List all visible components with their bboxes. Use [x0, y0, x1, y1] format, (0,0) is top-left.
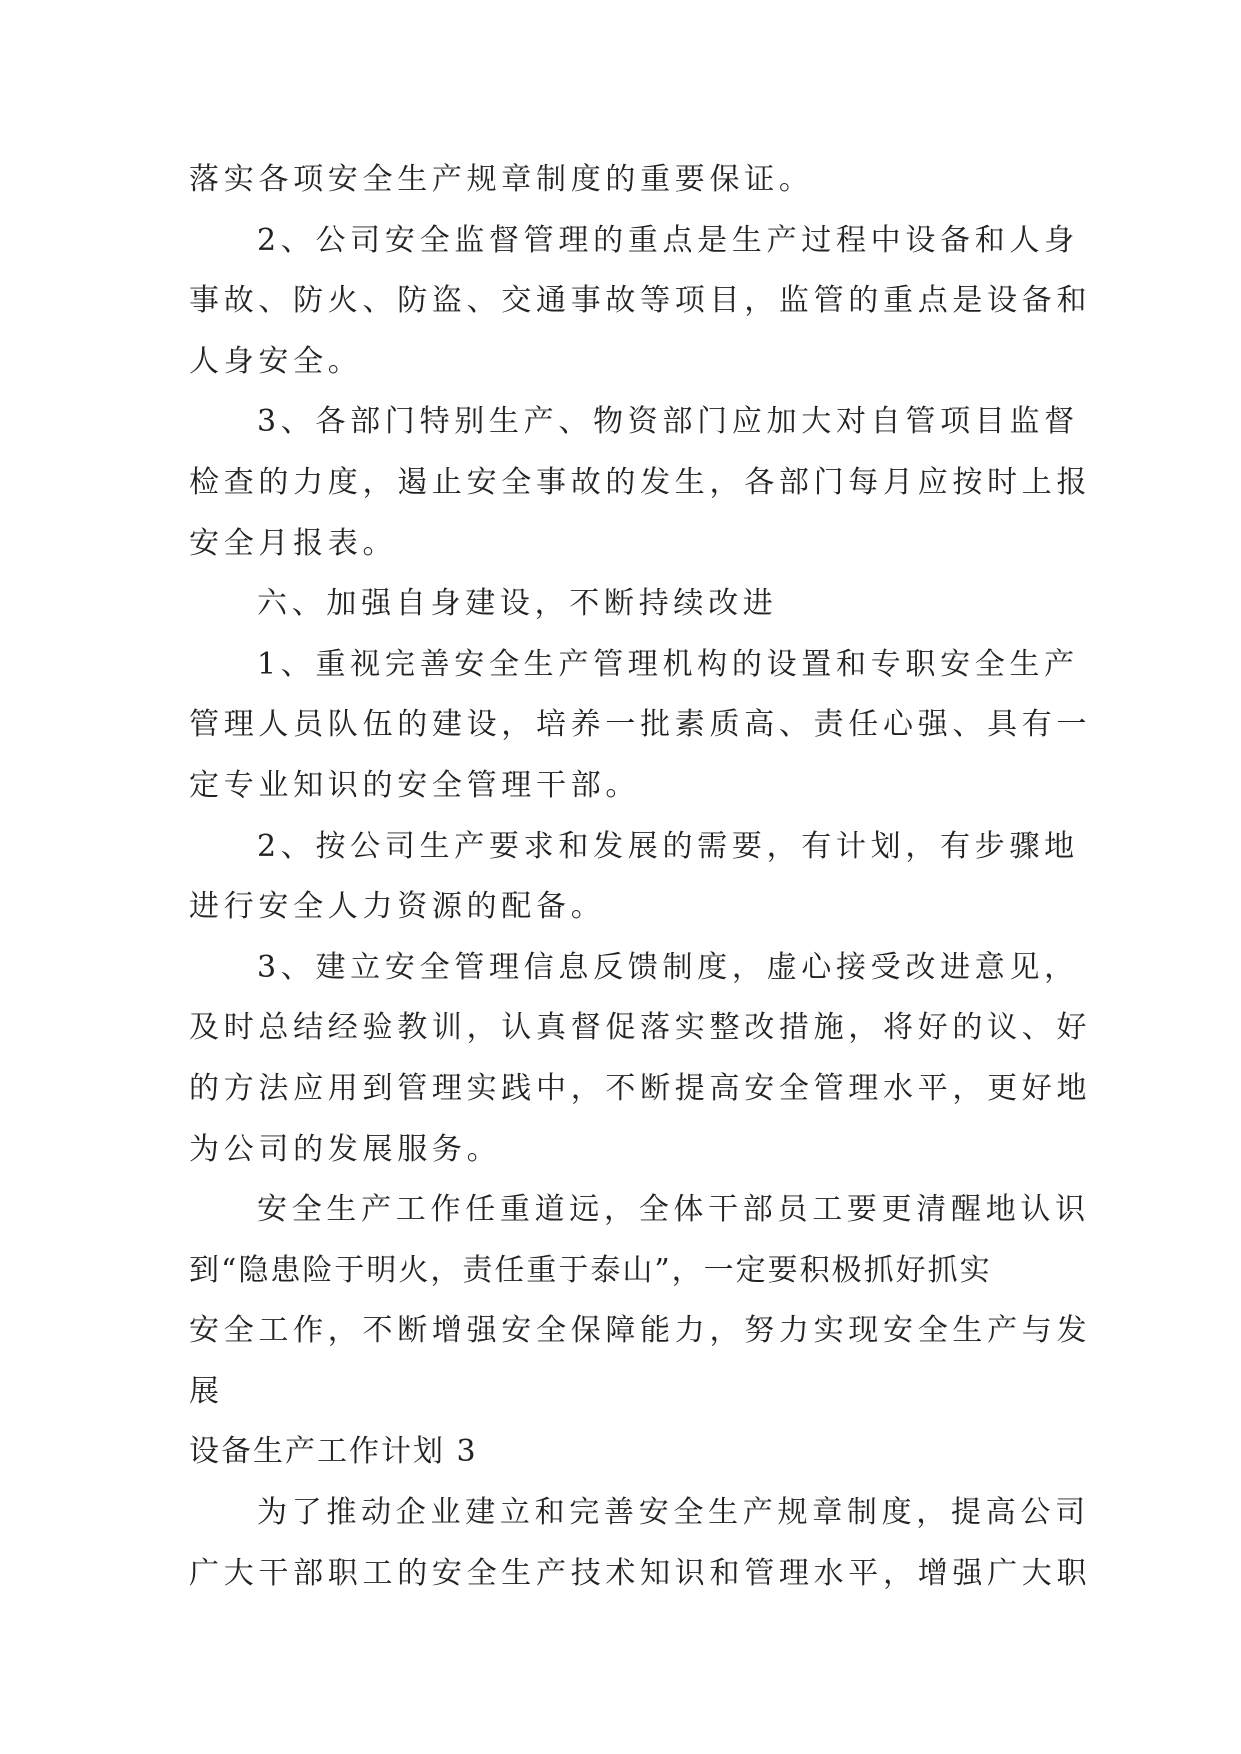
paragraph-start-line: 1、重视完善安全生产管理机构的设置和专职安全生产: [257, 646, 1079, 682]
section-heading: 六、加强自身建设，不断持续改进: [257, 586, 778, 622]
text-line: 的方法应用到管理实践中，不断提高安全管理水平，更好地: [189, 1070, 1092, 1106]
text-line: 事故、防火、防盗、交通事故等项目，监管的重点是设备和: [189, 283, 1092, 319]
document-title: 设备生产工作计划 3: [189, 1434, 478, 1470]
text-line: 检查的力度，遏止安全事故的发生，各部门每月应按时上报: [189, 464, 1092, 500]
text-line: 安全月报表。: [189, 525, 398, 561]
text-line: 广大干部职工的安全生产技术知识和管理水平，增强广大职: [189, 1555, 1092, 1591]
paragraph-start-line: 2、按公司生产要求和发展的需要，有计划，有步骤地: [257, 828, 1079, 864]
paragraph-start-line: 2、公司安全监督管理的重点是生产过程中设备和人身: [257, 222, 1079, 258]
paragraph-start-line: 安全生产工作任重道远，全体干部员工要更清醒地认识: [257, 1192, 1090, 1228]
text-line: 到“隐患险于明火，责任重于泰山”，一定要积极抓好抓实: [189, 1252, 992, 1288]
text-line: 落实各项安全生产规章制度的重要保证。: [189, 162, 814, 197]
paragraph-start-line: 为了推动企业建立和完善安全生产规章制度，提高公司: [257, 1495, 1090, 1531]
paragraph-start-line: 3、建立安全管理信息反馈制度，虚心接受改进意见，: [257, 949, 1079, 985]
text-line: 及时总结经验教训，认真督促落实整改措施，将好的议、好: [189, 1010, 1092, 1046]
text-line: 为公司的发展服务。: [189, 1131, 502, 1167]
text-line: 人身安全。: [189, 343, 363, 379]
text-line: 展: [189, 1373, 224, 1409]
paragraph-start-line: 3、各部门特别生产、物资部门应加大对自管项目监督: [257, 404, 1079, 440]
text-line: 进行安全人力资源的配备。: [189, 889, 606, 925]
document-body: [189, 150, 1092, 1604]
text-line: 管理人员队伍的建设，培养一批素质高、责任心强、具有一: [189, 707, 1092, 743]
text-line: 安全工作，不断增强安全保障能力，努力实现安全生产与发: [189, 1313, 1092, 1349]
text-line: 定专业知识的安全管理干部。: [189, 767, 641, 803]
